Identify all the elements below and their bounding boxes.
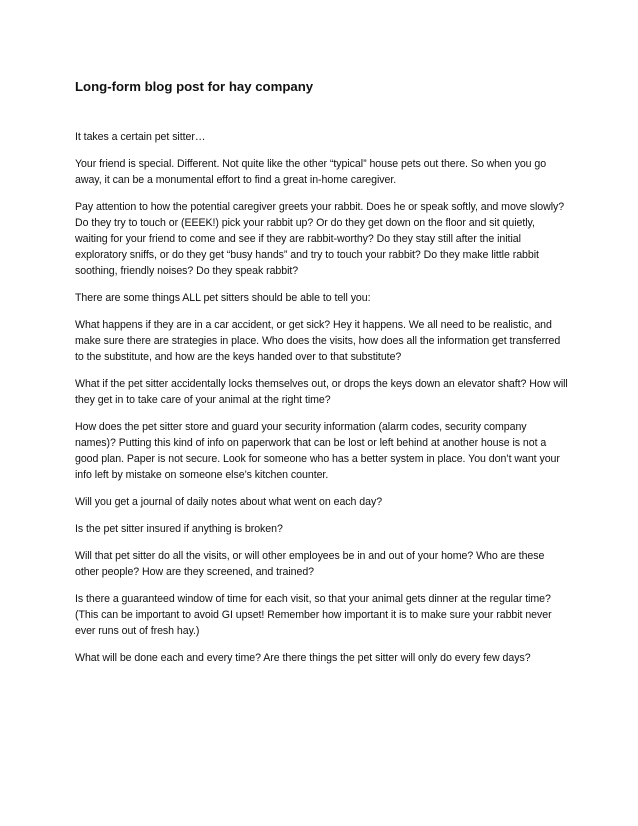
paragraph: Will you get a journal of daily notes about what went on each day? [75,496,383,508]
paragraph-intro: It takes a certain pet sitter… [75,131,206,143]
paragraph: Is the pet sitter insured if anything is broken? [75,523,283,535]
paragraph: What happens if they are in a car accident, or get sick? Hey it happens. We all need to be realistic, and make sure there are strategies in place. Who does the visits, how does all the information get transferred to the substitute, and how are the keys handed over to that substitute? [75,319,561,363]
paragraph: How does the pet sitter store and guard your security information (alarm codes, security company names)? Putting this kind of info on paperwork that can be lost or left behind at another house is not a good plan. Paper is not secure. Look for someone who has a better system in place. You don’t want your info left by mistake on someone else’s kitchen counter. [75,421,560,481]
paragraph: Will that pet sitter do all the visits, or will other employees be in and out of your home? Who are these other people? How are they screened, and trained? [75,550,545,578]
document-body [75,78,570,677]
paragraph: Is there a guaranteed window of time for each visit, so that your animal gets dinner at the regular time? (This can be important to avoid GI upset! Remember how important it is to make sure your rabbit never ever runs out of fresh hay.) [75,593,552,637]
paragraph: What if the pet sitter accidentally locks themselves out, or drops the keys down an elevator shaft? How will they get in to take care of your animal at the right time? [75,378,568,406]
paragraph: Your friend is special. Different. Not quite like the other “typical” house pets out there. So when you go away, it can be a monumental effort to find a great in-home caregiver. [75,158,547,186]
document-title: Long-form blog post for hay company [75,79,314,94]
paragraph: Pay attention to how the potential caregiver greets your rabbit. Does he or speak softly, and move slowly? Do they try to touch or (EEEK!) pick your rabbit up? Or do they get down on the floor and sit quietly, waiting for your friend to come and see if they are rabbit-worthy? Do they stay still after the initial exploratory sniffs, or do they get “busy hands” and try to touch your rabbit? Do they make little rabbit soothing, friendly noises? Do they speak rabbit? [75,201,565,277]
paragraph: What will be done each and every time? Are there things the pet sitter will only do every few days? [75,652,531,664]
paragraph: There are some things ALL pet sitters should be able to tell you: [75,292,371,304]
